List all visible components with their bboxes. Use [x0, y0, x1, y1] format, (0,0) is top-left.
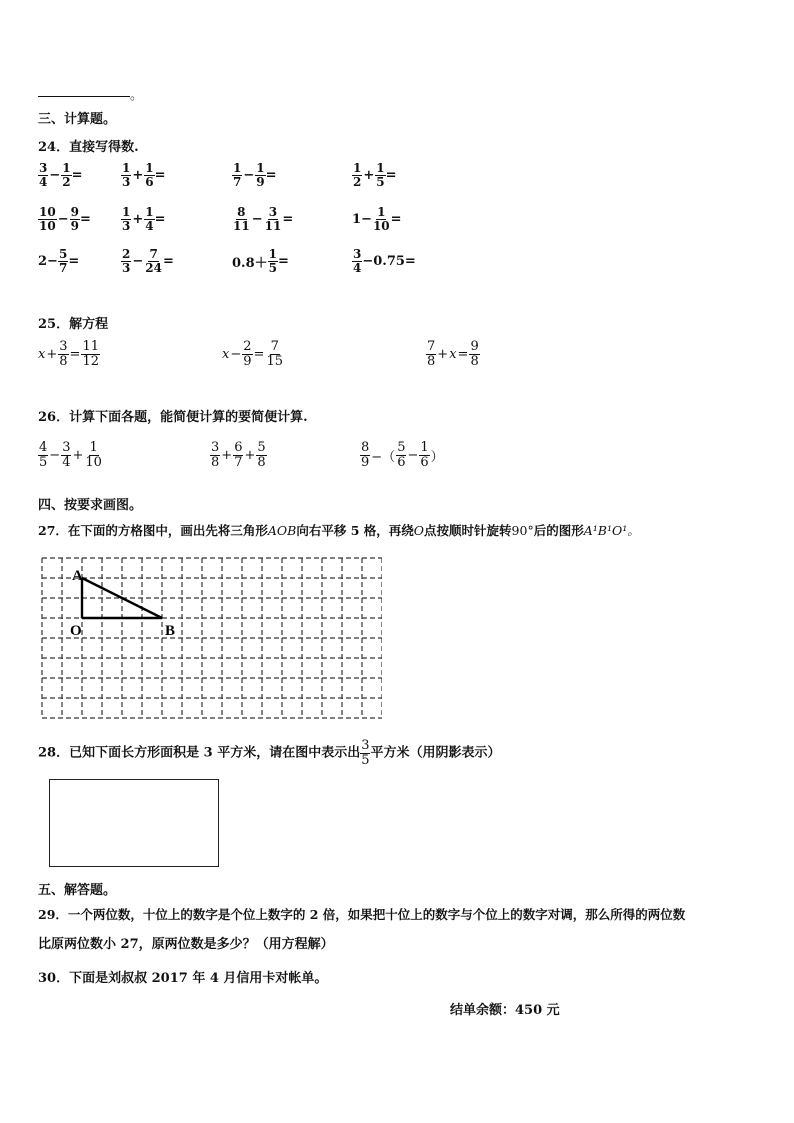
- expr-equals: =: [277, 253, 289, 269]
- fraction: [144, 248, 163, 274]
- expr-operator: −: [407, 447, 419, 463]
- expr-equals: =: [79, 211, 91, 227]
- fraction: [232, 162, 242, 188]
- vertex-label-B: B: [165, 623, 176, 639]
- q24-expression: [352, 248, 416, 274]
- q25-equation: [426, 340, 480, 368]
- fraction: [58, 340, 68, 368]
- q30-title: 30．下面是刘叔叔 2017 年 4 月信用卡对帐单。: [38, 971, 328, 986]
- expr-operator: +: [244, 447, 256, 463]
- fraction-numerator: 5: [58, 247, 68, 261]
- vertex-label-A: A: [72, 568, 83, 584]
- fraction-numerator: 1: [233, 161, 242, 175]
- expr-operator: −: [243, 167, 255, 183]
- fraction-denominator: 2: [62, 174, 71, 189]
- fraction-denominator: 10: [372, 218, 390, 233]
- variable-x: x: [222, 346, 230, 362]
- fraction-denominator: 4: [62, 454, 71, 470]
- expr-operator: +: [132, 167, 144, 183]
- fraction-denominator: 15: [266, 353, 283, 369]
- expr-equals: =: [385, 167, 397, 183]
- expr-operator: +: [72, 447, 84, 463]
- fraction-numerator: 1: [145, 161, 154, 175]
- fraction-denominator: 8: [59, 353, 68, 369]
- expr-equals: =: [69, 346, 81, 362]
- fraction-denominator: 7: [234, 454, 243, 470]
- fraction-denominator: 9: [70, 218, 79, 233]
- variable-x: x: [38, 346, 46, 362]
- q28-rectangle[interactable]: [49, 779, 219, 867]
- fraction: [70, 206, 80, 232]
- fraction-numerator: 10: [39, 205, 56, 219]
- section-4-title: 四、按要求画图。: [38, 498, 143, 513]
- expr-operator: −: [49, 447, 61, 463]
- fraction: [264, 206, 283, 232]
- expr-operator: −: [132, 253, 144, 269]
- fraction-denominator: 8: [427, 353, 436, 369]
- expr-operator: +: [437, 346, 449, 362]
- fraction: [360, 441, 370, 469]
- expr-equals: =: [265, 167, 277, 183]
- section-5-title: 五、解答题。: [38, 883, 117, 898]
- fraction-numerator: 5: [257, 440, 266, 455]
- fraction: [233, 441, 243, 469]
- fraction-denominator: 3: [122, 218, 131, 233]
- q24-expression: [121, 162, 166, 188]
- fraction-denominator: 5: [376, 174, 385, 189]
- fraction-numerator: 4: [39, 440, 48, 455]
- expr-lead: 2−: [38, 253, 58, 269]
- expr-equals: =: [282, 211, 294, 227]
- fraction: [396, 441, 406, 469]
- fraction-denominator: 9: [243, 353, 252, 369]
- answer-blank-line: [38, 96, 130, 97]
- expr-operator: −: [230, 346, 242, 362]
- section-3-title: 三、计算题。: [38, 112, 117, 127]
- fraction-numerator: 7: [427, 339, 436, 354]
- fraction: [372, 206, 391, 232]
- fraction: [256, 441, 266, 469]
- fraction-numerator: 1: [122, 205, 131, 219]
- fraction-numerator: 2: [122, 247, 131, 261]
- fraction: [352, 162, 362, 188]
- expr-operator: −（: [371, 449, 396, 465]
- expr-equals: =: [162, 253, 174, 269]
- q28-fraction: $\frac{3}{5}$: [361, 738, 370, 768]
- fraction-denominator: 10: [39, 218, 56, 233]
- fraction-denominator: 10: [85, 454, 102, 470]
- fraction-numerator: 1: [376, 161, 385, 175]
- q24-expression: [352, 206, 402, 232]
- fraction-numerator: 3: [39, 161, 48, 175]
- fraction: [375, 162, 385, 188]
- expr-lead: 1−: [352, 211, 372, 227]
- q26-title: 26．计算下面各题，能简便计算的要简便计算.: [38, 410, 308, 425]
- fraction: [265, 340, 284, 368]
- fraction-denominator: 8: [257, 454, 266, 470]
- expr-equals: =: [71, 167, 83, 183]
- q25-equation: [38, 340, 100, 368]
- fraction-denominator: 6: [145, 174, 154, 189]
- fraction-denominator: 5: [268, 260, 277, 275]
- fraction: [38, 206, 57, 232]
- expr-equals: =: [154, 167, 166, 183]
- q29-line-1: 29．一个两位数，十位上的数字是个位上数字的 2 倍，如果把十位上的数字与个位上的数字对调，那么所得的两位数: [38, 907, 686, 922]
- fraction-numerator: 1: [420, 440, 429, 455]
- q24-expression: [232, 206, 293, 232]
- expr-close-paren: ）: [430, 449, 444, 465]
- fraction-numerator: 9: [470, 339, 479, 354]
- fraction-numerator: 8: [361, 440, 370, 455]
- fraction: [61, 162, 71, 188]
- fraction-denominator: 12: [82, 353, 99, 369]
- statement-balance: 结单余额：450 元: [450, 1003, 560, 1018]
- fraction: [144, 162, 154, 188]
- fraction-numerator: 1: [377, 205, 386, 219]
- fraction-numerator: 1: [353, 161, 362, 175]
- q24-expression: [38, 248, 79, 274]
- fraction-numerator: 3: [353, 247, 362, 261]
- expr-operator: −: [57, 211, 69, 227]
- fraction: [419, 441, 429, 469]
- q26-expression: [360, 441, 445, 469]
- fraction-numerator: 5: [397, 440, 406, 455]
- fraction-denominator: 8: [211, 454, 220, 470]
- fraction: [242, 340, 252, 368]
- vertex-label-O: O: [70, 623, 82, 639]
- q24-expression: [121, 206, 166, 232]
- fraction-denominator: 6: [420, 454, 429, 470]
- fraction: [121, 206, 131, 232]
- fraction-denominator: 7: [233, 174, 242, 189]
- q29-line-2: 比原两位数小 27，原两位数是多少？（用方程解）: [38, 937, 334, 952]
- fraction-denominator: 9: [256, 174, 265, 189]
- fraction: [426, 340, 436, 368]
- variable-x: x: [449, 346, 457, 362]
- q25-equation: [222, 340, 284, 368]
- q27-square-grid: [40, 556, 382, 724]
- expr-operator: +: [132, 211, 144, 227]
- fraction-denominator: 3: [122, 174, 131, 189]
- fraction: [268, 248, 278, 274]
- fraction-denominator: 4: [353, 260, 362, 275]
- expr-operator: −: [251, 211, 263, 227]
- fraction-denominator: 8: [470, 353, 479, 369]
- fraction: [469, 340, 479, 368]
- fraction: [58, 248, 68, 274]
- fraction-numerator: 8: [237, 205, 246, 219]
- q24-expression: [38, 206, 91, 232]
- expr-operator: −: [49, 167, 61, 183]
- expr-equals: =: [253, 346, 265, 362]
- q25-title: 25．解方程: [38, 317, 109, 332]
- fraction-numerator: 1: [122, 161, 131, 175]
- fraction-numerator: 3: [268, 205, 278, 219]
- fraction-numerator: 3: [62, 440, 71, 455]
- fraction-numerator: 3: [59, 339, 68, 354]
- fraction-numerator: 7: [149, 247, 158, 261]
- fraction-denominator: 3: [122, 260, 131, 275]
- fraction-numerator: 1: [256, 161, 265, 175]
- blank-period: 。: [130, 88, 144, 103]
- fraction: [38, 441, 48, 469]
- expr-lead: 0.8＋: [232, 255, 268, 271]
- fraction-denominator: 2: [353, 174, 362, 189]
- fraction-numerator: 1: [89, 440, 98, 455]
- fraction-numerator: 1: [268, 247, 277, 261]
- fraction-denominator: 6: [397, 454, 406, 470]
- fraction: [81, 340, 100, 368]
- fraction-numerator: 2: [243, 339, 252, 354]
- fraction: [121, 162, 131, 188]
- fraction-numerator: 6: [234, 440, 243, 455]
- fraction: [84, 441, 103, 469]
- fraction-denominator: 4: [145, 218, 154, 233]
- q24-expression: [352, 162, 397, 188]
- q24-expression: [38, 162, 83, 188]
- fraction-denominator: 7: [58, 260, 68, 275]
- q24-title: 24．直接写得数.: [38, 140, 139, 155]
- fraction-numerator: 9: [70, 205, 79, 219]
- fraction: [210, 441, 220, 469]
- fraction: [255, 162, 265, 188]
- fraction-denominator: 11: [233, 218, 250, 233]
- fraction-denominator: 9: [361, 454, 370, 470]
- expr-operator: +: [46, 346, 58, 362]
- q26-expression: [210, 441, 267, 469]
- fraction: [144, 206, 154, 232]
- fraction: [61, 441, 71, 469]
- fraction-denominator: 24: [145, 260, 162, 275]
- fraction-numerator: 1: [62, 161, 71, 175]
- q26-expression: [38, 441, 103, 469]
- expr-equals: =: [457, 346, 469, 362]
- fraction-denominator: 4: [39, 174, 48, 189]
- expr-operator: +: [221, 447, 233, 463]
- fraction-numerator: 3: [211, 440, 220, 455]
- expr-equals: =: [390, 211, 402, 227]
- fraction-numerator: 1: [145, 205, 154, 219]
- expr-tail: −0.75=: [362, 253, 416, 269]
- q24-expression: [232, 248, 289, 274]
- expr-equals: =: [154, 211, 166, 227]
- fraction: [38, 162, 48, 188]
- q27-title: 27．在下面的方格图中，画出先将三角形AOB向右平移 5 格，再绕O点按顺时针旋转90°后的图形A¹B¹O¹。: [38, 523, 640, 538]
- fraction-numerator: 11: [82, 339, 99, 354]
- fraction-denominator: 11: [264, 218, 282, 233]
- expr-equals: =: [68, 253, 80, 269]
- fraction: [232, 206, 251, 232]
- grid-svg: [40, 556, 382, 720]
- q28-title: 28．已知下面长方形面积是 3 平方米，请在图中表示出 $\frac{3}{5}$ 平方米（用阴影表示）: [38, 738, 501, 768]
- q24-expression: [121, 248, 174, 274]
- fraction: [352, 248, 362, 274]
- fraction: [121, 248, 131, 274]
- fraction-numerator: 7: [270, 339, 279, 354]
- fraction-denominator: 5: [39, 454, 48, 470]
- expr-operator: +: [363, 167, 375, 183]
- q24-expression: [232, 162, 277, 188]
